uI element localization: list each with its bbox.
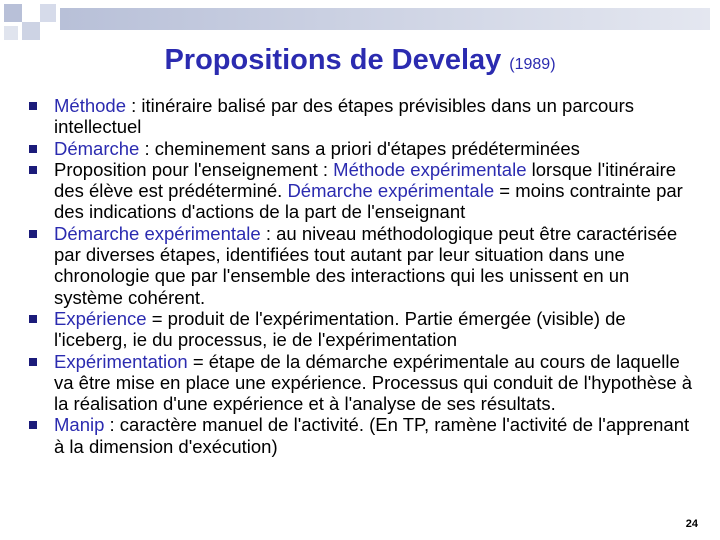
bullet-item bbox=[28, 308, 698, 351]
square-bullet-icon bbox=[29, 315, 37, 323]
bullet-text: = étape de la démarche expérimentale au cours de laquelle va être mise en place une expérience. Processus qui conduit de l'hypothèse à la réalisation d'une expérience et à l'analyse de ses résultats. bbox=[54, 350, 693, 415]
bullet-text: : au niveau méthodologique peut être caractérisée par diverses étapes, identifiées tout autant par leur situation dans une chronologie que par l'ensemble des interactions qui les unissent en un système cohérent. bbox=[54, 222, 678, 308]
bullet-term: Manip bbox=[54, 414, 105, 436]
bullet-item bbox=[28, 223, 698, 308]
title-text: Propositions de Develay bbox=[164, 44, 502, 76]
square-bullet-icon bbox=[29, 421, 37, 429]
bullet-text: = moins contrainte par des indications d'actions de la part de l'enseignant bbox=[54, 180, 683, 223]
bullet-text: : cheminement sans a priori d'étapes prédéterminées bbox=[139, 137, 580, 159]
bullet-text: : itinéraire balisé par des étapes prévisibles dans un parcours intellectuel bbox=[54, 95, 635, 138]
bullet-term: Démarche bbox=[54, 137, 140, 159]
bullet-term: Démarche expérimentale bbox=[54, 222, 261, 244]
bullet-term: Méthode bbox=[54, 95, 126, 116]
title-year: (1989) bbox=[509, 56, 556, 73]
bullet-item bbox=[28, 95, 698, 138]
bullet-text: lorsque l'itinéraire des élève est prédéterminé. bbox=[54, 158, 677, 202]
bullet-item bbox=[28, 414, 698, 457]
bullet-term: Démarche expérimentale bbox=[287, 180, 495, 202]
bullet-item bbox=[28, 138, 698, 159]
bullet-item bbox=[28, 351, 698, 415]
bullet-text: : caractère manuel de l'activité. (En TP, ramène l'activité de l'apprenant à la dimension d'exécution) bbox=[54, 414, 690, 457]
square-bullet-icon bbox=[29, 166, 37, 174]
page-number: 24 bbox=[685, 518, 698, 530]
square-bullet-icon bbox=[29, 145, 37, 153]
bullet-list bbox=[28, 95, 698, 457]
bullet-term: Expérimentation bbox=[54, 350, 188, 372]
bullet-item bbox=[28, 159, 698, 223]
bullet-text: Proposition pour l'enseignement : bbox=[54, 158, 334, 180]
bullet-term: Méthode expérimentale bbox=[333, 158, 527, 180]
square-bullet-icon bbox=[29, 358, 37, 366]
bullet-term: Expérience bbox=[54, 307, 147, 329]
square-bullet-icon bbox=[29, 102, 37, 110]
bullet-text: = produit de l'expérimentation. Partie émergée (visible) de l'iceberg, ie du processus, ie de l'expérimentation bbox=[54, 307, 626, 351]
square-bullet-icon bbox=[29, 230, 37, 238]
slide-title bbox=[0, 42, 720, 83]
